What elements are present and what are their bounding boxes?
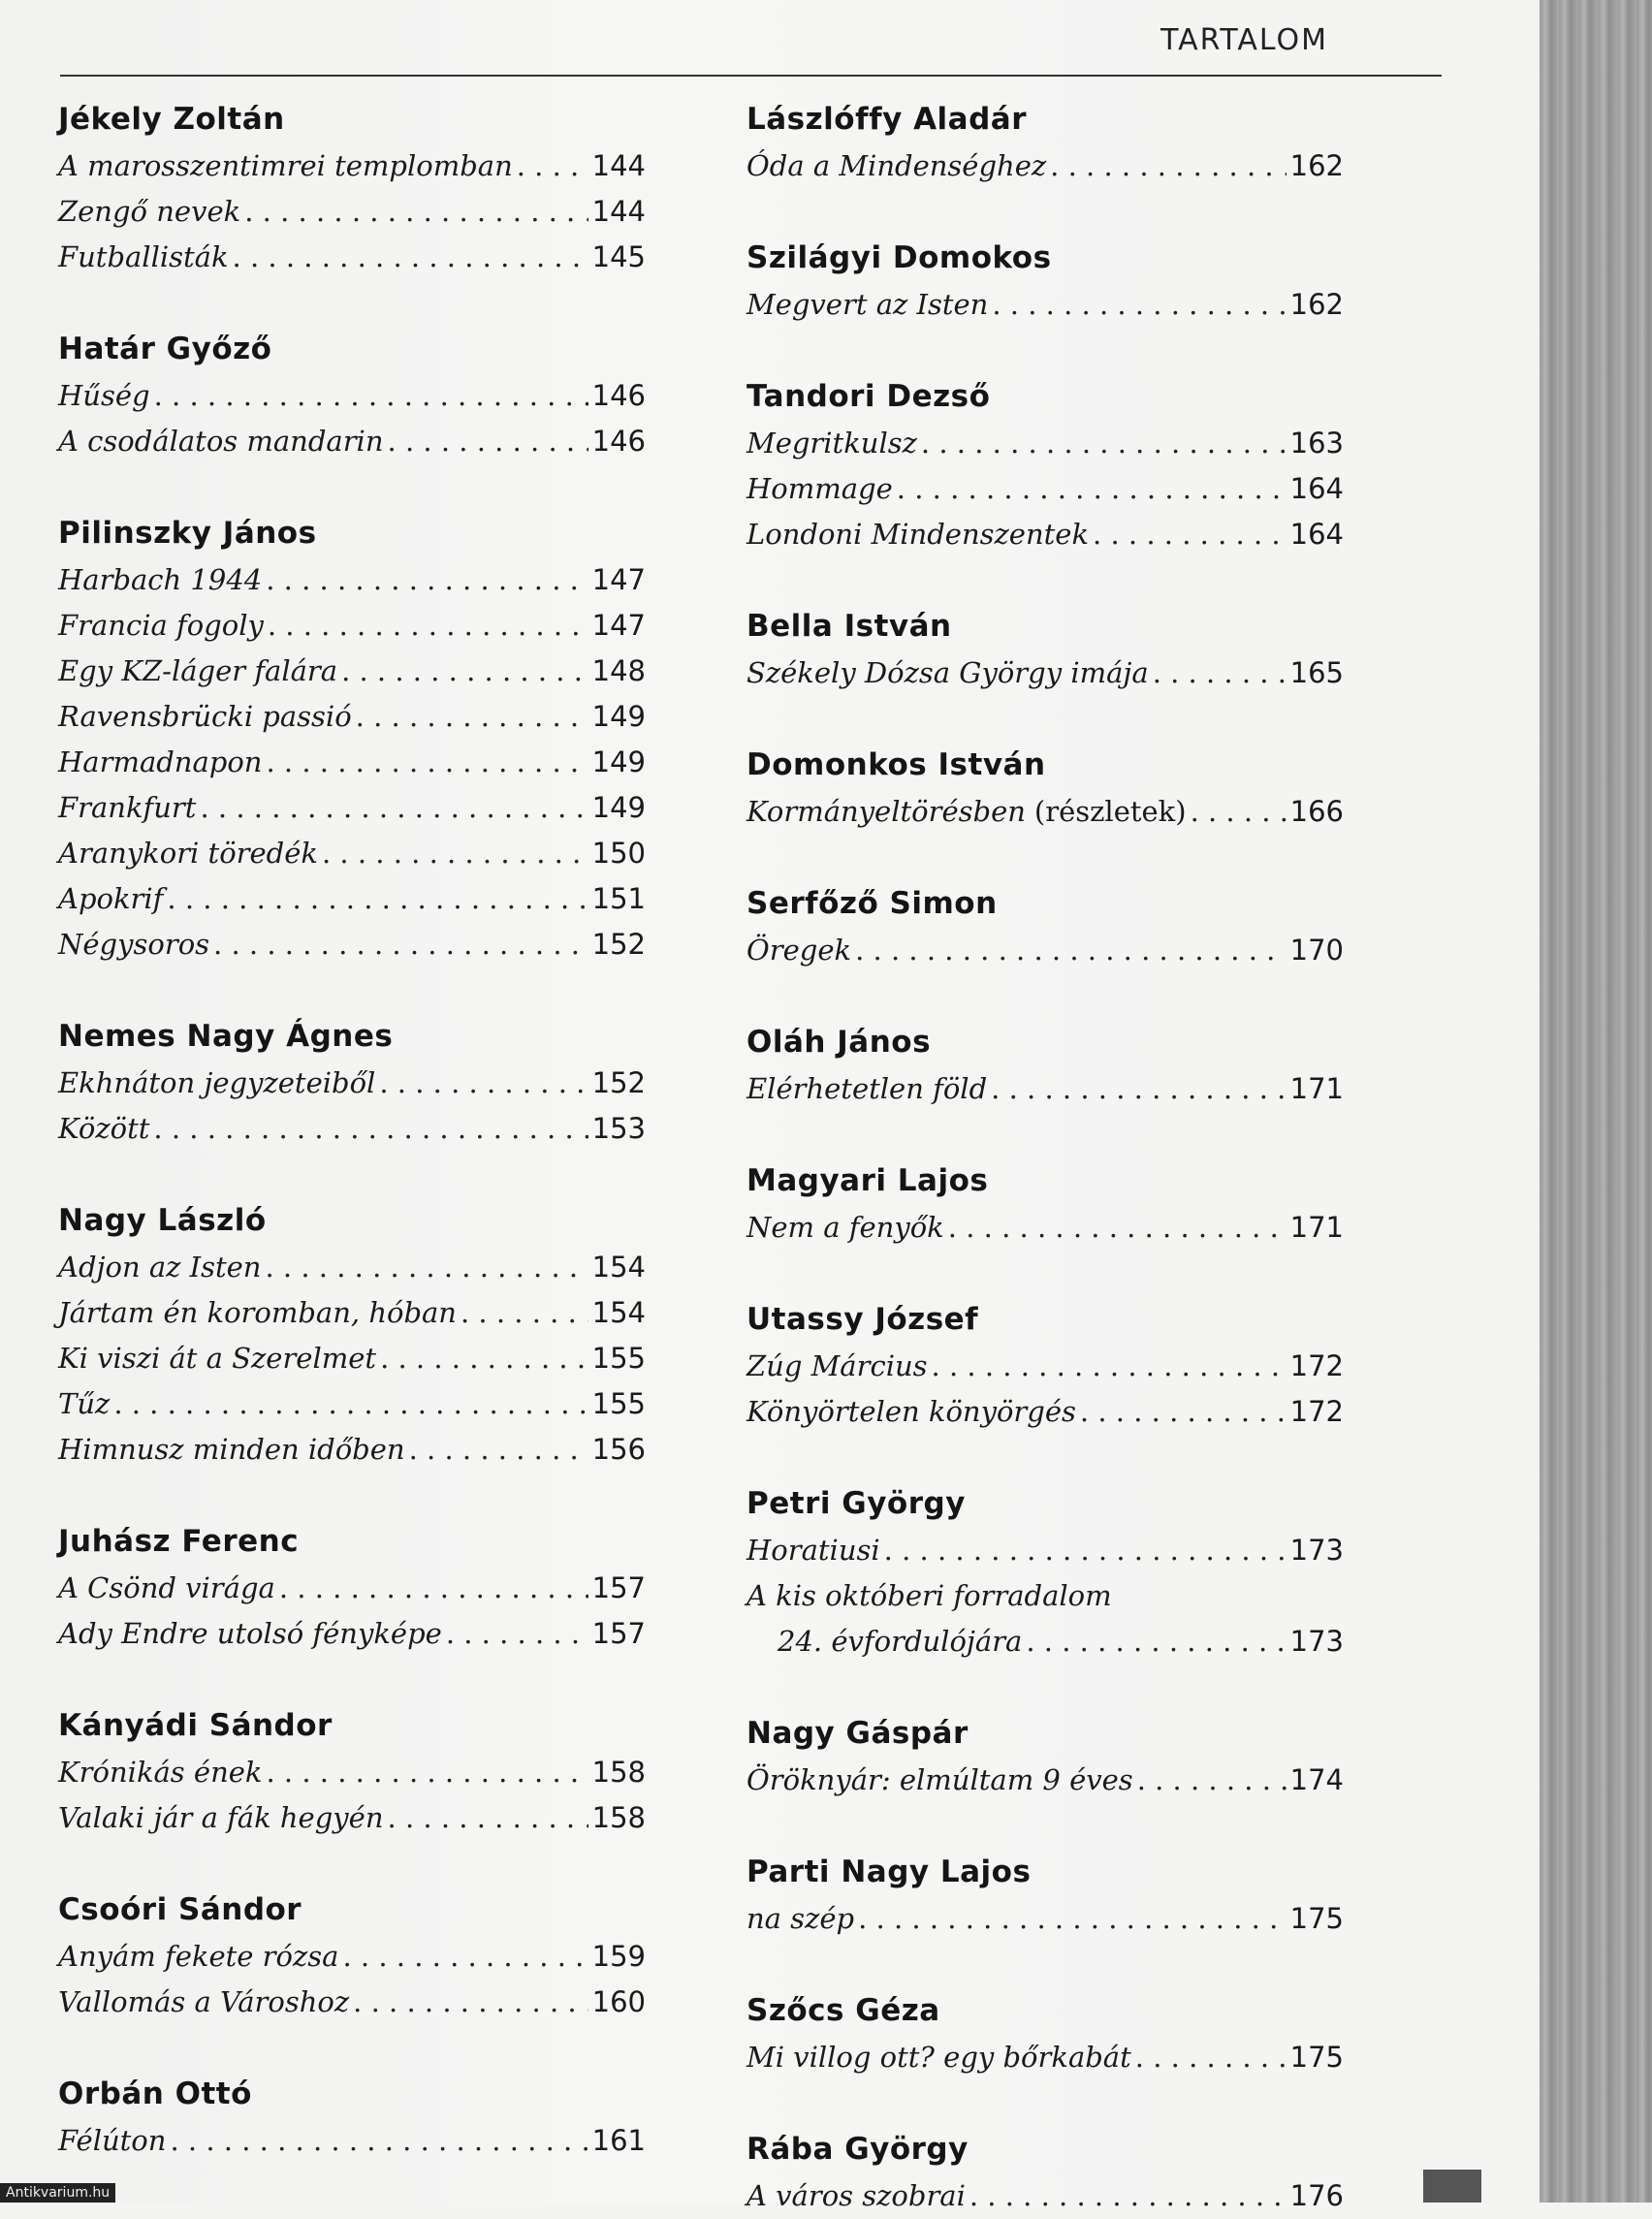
toc-entry[interactable] <box>58 1795 646 1841</box>
page-number: 171 <box>1289 1211 1344 1244</box>
toc-entry[interactable] <box>58 1061 646 1106</box>
page-number: 145 <box>591 240 646 273</box>
toc-entry[interactable] <box>747 1619 1344 1664</box>
section-gap <box>747 189 1344 234</box>
entry-title: Elérhetetlen föld <box>747 1072 988 1105</box>
author-heading: Nagy Gáspár <box>747 1716 969 1751</box>
entry-title: Himnusz minden időben <box>58 1433 405 1466</box>
entry-title: Zúg Március <box>747 1349 928 1382</box>
page-number: 152 <box>591 928 646 961</box>
entry-title: Félúton <box>58 2124 167 2157</box>
page-number: 144 <box>591 195 646 228</box>
page-number: 153 <box>591 1112 646 1145</box>
toc-entry[interactable] <box>58 694 646 740</box>
entry-title: Zengő nevek <box>58 195 241 228</box>
page-number: 152 <box>591 1066 646 1099</box>
page-number: 175 <box>1289 2041 1344 2074</box>
dot-leader <box>855 928 1287 973</box>
corner-tab <box>1423 2170 1481 2203</box>
page-number: 175 <box>1289 1902 1344 1935</box>
entry-title: Hommage <box>747 472 893 505</box>
toc-entry[interactable] <box>58 922 646 967</box>
dot-leader <box>279 1566 588 1611</box>
section-gap <box>747 557 1344 602</box>
dot-leader <box>461 1290 588 1336</box>
entry-title: Aranykori töredék <box>58 837 318 870</box>
page-number: 161 <box>591 2124 646 2157</box>
dot-leader <box>266 740 588 785</box>
page-number: 146 <box>591 425 646 458</box>
toc-entry[interactable] <box>58 740 646 785</box>
section-gap <box>747 1942 1344 1986</box>
section-gap <box>747 1435 1344 1479</box>
author-heading: Határ Győző <box>58 332 272 366</box>
dot-leader <box>969 2173 1287 2219</box>
author-heading: Oláh János <box>747 1025 932 1060</box>
toc-entry[interactable] <box>747 466 1344 512</box>
dot-leader <box>884 1528 1287 1573</box>
toc-entry[interactable] <box>58 373 646 419</box>
dot-leader <box>167 876 588 922</box>
toc-entry[interactable] <box>747 1896 1344 1942</box>
dot-leader <box>153 1106 588 1152</box>
entry-title: Frankfurt <box>58 791 197 824</box>
dot-leader <box>991 1066 1286 1112</box>
toc-entry[interactable] <box>58 1245 646 1290</box>
page-number: 172 <box>1289 1349 1344 1382</box>
page-number: 173 <box>1289 1625 1344 1658</box>
toc-entry[interactable] <box>58 649 646 694</box>
dot-leader <box>948 1205 1287 1251</box>
toc-entry[interactable] <box>747 2173 1344 2219</box>
dot-leader <box>858 1896 1287 1942</box>
entry-title: Harbach 1944 <box>58 563 263 596</box>
toc-entry[interactable] <box>747 1573 1344 1619</box>
dot-leader <box>342 1934 588 1980</box>
section-gap <box>747 1664 1344 1709</box>
section-gap <box>747 835 1344 879</box>
entry-title: A csodálatos mandarin <box>58 425 384 458</box>
author-heading: Orbán Ottó <box>58 2076 252 2111</box>
page-number: 164 <box>1289 518 1344 551</box>
author-heading: Domonkos István <box>747 747 1046 782</box>
section-gap <box>747 973 1344 1018</box>
entry-title: A Csönd virága <box>58 1571 275 1604</box>
dot-leader <box>388 419 588 464</box>
author-heading: Pilinszky János <box>58 516 317 551</box>
page-number: 164 <box>1289 472 1344 505</box>
toc-entry[interactable] <box>58 235 646 280</box>
toc-entry[interactable] <box>58 1750 646 1795</box>
page-number: 154 <box>591 1296 646 1329</box>
entry-title: Székely Dózsa György imája <box>747 656 1149 689</box>
entry-title: A marosszentimrei templomban <box>58 149 513 182</box>
dot-leader <box>244 189 588 235</box>
dot-leader <box>1050 143 1287 189</box>
page-number: 158 <box>591 1801 646 1834</box>
toc-entry[interactable] <box>747 2035 1344 2080</box>
toc-entry[interactable] <box>747 789 1344 835</box>
toc-entry[interactable] <box>58 1290 646 1336</box>
dot-leader <box>341 649 588 694</box>
toc-entry[interactable] <box>747 928 1344 973</box>
dot-leader <box>379 1061 588 1106</box>
author-heading: Szilágyi Domokos <box>747 240 1052 275</box>
dot-leader <box>266 557 588 603</box>
entry-title: Valaki jár a fák hegyén <box>58 1801 384 1834</box>
dot-leader <box>446 1611 588 1657</box>
book-spine <box>1540 0 1652 2203</box>
entry-title: Francia fogoly <box>58 609 264 642</box>
dot-leader <box>170 2118 588 2164</box>
entry-title: Krónikás ének <box>58 1756 263 1789</box>
entry-title: Jártam én koromban, hóban <box>58 1296 457 1329</box>
dot-leader <box>1026 1619 1286 1664</box>
section-gap <box>58 1841 646 1886</box>
entry-title: Mi villog ott? egy bőrkabát <box>747 2041 1131 2074</box>
dot-leader <box>517 143 588 189</box>
author-heading: Nemes Nagy Ágnes <box>58 1019 394 1054</box>
running-head: TARTALOM <box>1160 23 1328 57</box>
entry-title: Adjon az Isten <box>58 1251 262 1284</box>
toc-entry[interactable] <box>58 1106 646 1152</box>
entry-title: A kis októberi forradalom <box>747 1579 1112 1612</box>
page-number: 151 <box>591 882 646 915</box>
page-number: 166 <box>1289 795 1344 828</box>
entry-title: Ki viszi át a Szerelmet <box>58 1342 377 1375</box>
dot-leader <box>1080 1389 1287 1435</box>
entry-title: Öröknyár: elmúltam 9 éves <box>747 1763 1133 1796</box>
section-gap <box>747 1803 1344 1848</box>
dot-leader <box>409 1427 588 1473</box>
page-number: 159 <box>591 1940 646 1973</box>
author-heading: Magyari Lajos <box>747 1163 989 1198</box>
toc-entry[interactable] <box>58 2118 646 2164</box>
toc-entry[interactable] <box>747 650 1344 696</box>
entry-title: Egy KZ-láger falára <box>58 654 338 687</box>
entry-title: Megvert az Isten <box>747 288 989 321</box>
page-number: 160 <box>591 1985 646 2018</box>
dot-leader <box>265 1245 588 1290</box>
dot-leader <box>213 922 588 967</box>
dot-leader <box>1191 789 1287 835</box>
section-gap <box>58 1473 646 1517</box>
toc-entry[interactable] <box>58 603 646 649</box>
page-number: 149 <box>591 791 646 824</box>
page-number: 147 <box>591 563 646 596</box>
page-number: 155 <box>591 1387 646 1420</box>
page-number: 157 <box>591 1617 646 1650</box>
dot-leader <box>266 1750 588 1795</box>
entry-title: Ravensbrücki passió <box>58 700 352 733</box>
dot-leader <box>897 466 1287 512</box>
page-number: 147 <box>591 609 646 642</box>
page-number: 148 <box>591 654 646 687</box>
page-number: 146 <box>591 379 646 412</box>
entry-title: Ekhnáton jegyzeteiből <box>58 1066 376 1099</box>
page-number: 173 <box>1289 1534 1344 1567</box>
dot-leader <box>921 421 1287 466</box>
entry-title: Vallomás a Városhoz <box>58 1985 350 2018</box>
section-gap <box>747 2080 1344 2125</box>
toc-entry[interactable] <box>58 189 646 235</box>
section-gap <box>747 328 1344 372</box>
dot-leader <box>992 282 1286 328</box>
page-number: 172 <box>1289 1395 1344 1428</box>
author-heading: Serfőző Simon <box>747 886 998 921</box>
toc-entry[interactable] <box>58 1566 646 1611</box>
toc-entry[interactable] <box>58 1934 646 1980</box>
entry-title: Londoni Mindenszentek <box>747 518 1090 551</box>
page-number: 157 <box>591 1571 646 1604</box>
section-gap <box>747 1112 1344 1157</box>
watermark: Antikvarium.hu <box>0 2183 115 2203</box>
toc-column-left <box>58 95 646 2164</box>
page-number: 150 <box>591 837 646 870</box>
page-number: 149 <box>591 745 646 778</box>
dot-leader <box>1153 650 1287 696</box>
author-heading: Rába György <box>747 2132 969 2167</box>
entry-title: Anyám fekete rózsa <box>58 1940 339 1973</box>
entry-note: (részletek) <box>1033 795 1187 828</box>
page-number: 144 <box>591 149 646 182</box>
toc-entry[interactable] <box>58 831 646 876</box>
section-gap <box>747 696 1344 741</box>
toc-entry[interactable] <box>58 1980 646 2025</box>
dot-leader <box>388 1795 588 1841</box>
page-number: 162 <box>1289 288 1344 321</box>
page-number: 174 <box>1289 1763 1344 1796</box>
toc-entry[interactable] <box>747 1344 1344 1389</box>
toc-entry[interactable] <box>58 557 646 603</box>
dot-leader <box>154 373 588 419</box>
toc-entry[interactable] <box>747 1528 1344 1573</box>
page-number: 162 <box>1289 149 1344 182</box>
toc-entry[interactable] <box>58 1427 646 1473</box>
section-gap <box>58 1152 646 1196</box>
dot-leader <box>1135 2035 1287 2080</box>
toc-entry[interactable] <box>747 421 1344 466</box>
author-heading: Utassy József <box>747 1302 979 1337</box>
entry-title: Horatiusi <box>747 1534 880 1567</box>
section-gap <box>58 1657 646 1701</box>
toc-column-right <box>747 95 1344 2219</box>
page-number: 176 <box>1289 2179 1344 2212</box>
toc-entry[interactable] <box>747 1758 1344 1803</box>
page-number: 170 <box>1289 934 1344 967</box>
entry-title: na szép <box>747 1902 855 1935</box>
author-heading: Juhász Ferenc <box>58 1524 300 1559</box>
dot-leader <box>113 1381 588 1427</box>
toc-entry[interactable] <box>58 1611 646 1657</box>
author-heading: Csoóri Sándor <box>58 1892 302 1927</box>
section-gap <box>58 2025 646 2070</box>
entry-title: Ady Endre utolsó fényképe <box>58 1617 442 1650</box>
page-number: 149 <box>591 700 646 733</box>
dot-leader <box>1137 1758 1287 1803</box>
author-heading: Petri György <box>747 1486 966 1521</box>
entry-title: Között <box>58 1112 150 1145</box>
toc-entry[interactable] <box>747 282 1344 328</box>
entry-title: Könyörtelen könyörgés <box>747 1395 1076 1428</box>
dot-leader <box>380 1336 588 1381</box>
author-heading: Szőcs Géza <box>747 1993 940 2028</box>
entry-title: Harmadnapon <box>58 745 263 778</box>
page-number: 163 <box>1289 427 1344 460</box>
section-gap <box>747 1251 1344 1295</box>
toc-entry[interactable] <box>58 1381 646 1427</box>
author-heading: Bella István <box>747 609 952 644</box>
entry-title: Tűz <box>58 1387 111 1420</box>
section-gap <box>58 464 646 509</box>
author-heading: Tandori Dezső <box>747 379 991 414</box>
entry-title: Nem a fenyők <box>747 1211 944 1244</box>
dot-leader <box>233 235 588 280</box>
entry-title: Apokrif <box>58 882 164 915</box>
entry-title: Futballisták <box>58 240 229 273</box>
header-rule <box>60 75 1442 77</box>
entry-title: Öregek <box>747 934 852 967</box>
toc-entry[interactable] <box>747 1389 1344 1435</box>
entry-title: Megritkulsz <box>747 427 917 460</box>
dot-leader <box>356 694 588 740</box>
entry-title: Kormányeltörésben <box>747 795 1026 828</box>
page-number: 156 <box>591 1433 646 1466</box>
toc-entry[interactable] <box>58 1336 646 1381</box>
dot-leader <box>200 785 588 831</box>
toc-entry[interactable] <box>747 143 1344 189</box>
dot-leader <box>1093 512 1287 557</box>
page-number: 158 <box>591 1756 646 1789</box>
dot-leader <box>353 1980 588 2025</box>
entry-title: Óda a Mindenséghez <box>747 149 1047 182</box>
author-heading: Nagy László <box>58 1203 267 1238</box>
author-heading: Jékely Zoltán <box>58 102 285 137</box>
dot-leader <box>268 603 588 649</box>
entry-title: Négysoros <box>58 928 210 961</box>
page-number: 165 <box>1289 656 1344 689</box>
dot-leader <box>322 831 588 876</box>
section-gap <box>58 967 646 1012</box>
toc-entry[interactable] <box>747 512 1344 557</box>
toc-entry[interactable] <box>747 1205 1344 1251</box>
section-gap <box>58 280 646 325</box>
entry-title: A város szobrai <box>747 2179 966 2212</box>
toc-entry[interactable] <box>58 876 646 922</box>
toc-entry[interactable] <box>58 785 646 831</box>
dot-leader <box>932 1344 1287 1389</box>
author-heading: Lászlóffy Aladár <box>747 102 1027 137</box>
toc-entry[interactable] <box>747 1066 1344 1112</box>
toc-entry[interactable] <box>58 143 646 189</box>
author-heading: Kányádi Sándor <box>58 1708 333 1743</box>
entry-title: Hűség <box>58 379 150 412</box>
entry-title: 24. évfordulójára <box>778 1625 1023 1658</box>
page-number: 155 <box>591 1342 646 1375</box>
page-number: 154 <box>591 1251 646 1284</box>
toc-entry[interactable] <box>58 419 646 464</box>
page-number: 171 <box>1289 1072 1344 1105</box>
author-heading: Parti Nagy Lajos <box>747 1854 1032 1889</box>
